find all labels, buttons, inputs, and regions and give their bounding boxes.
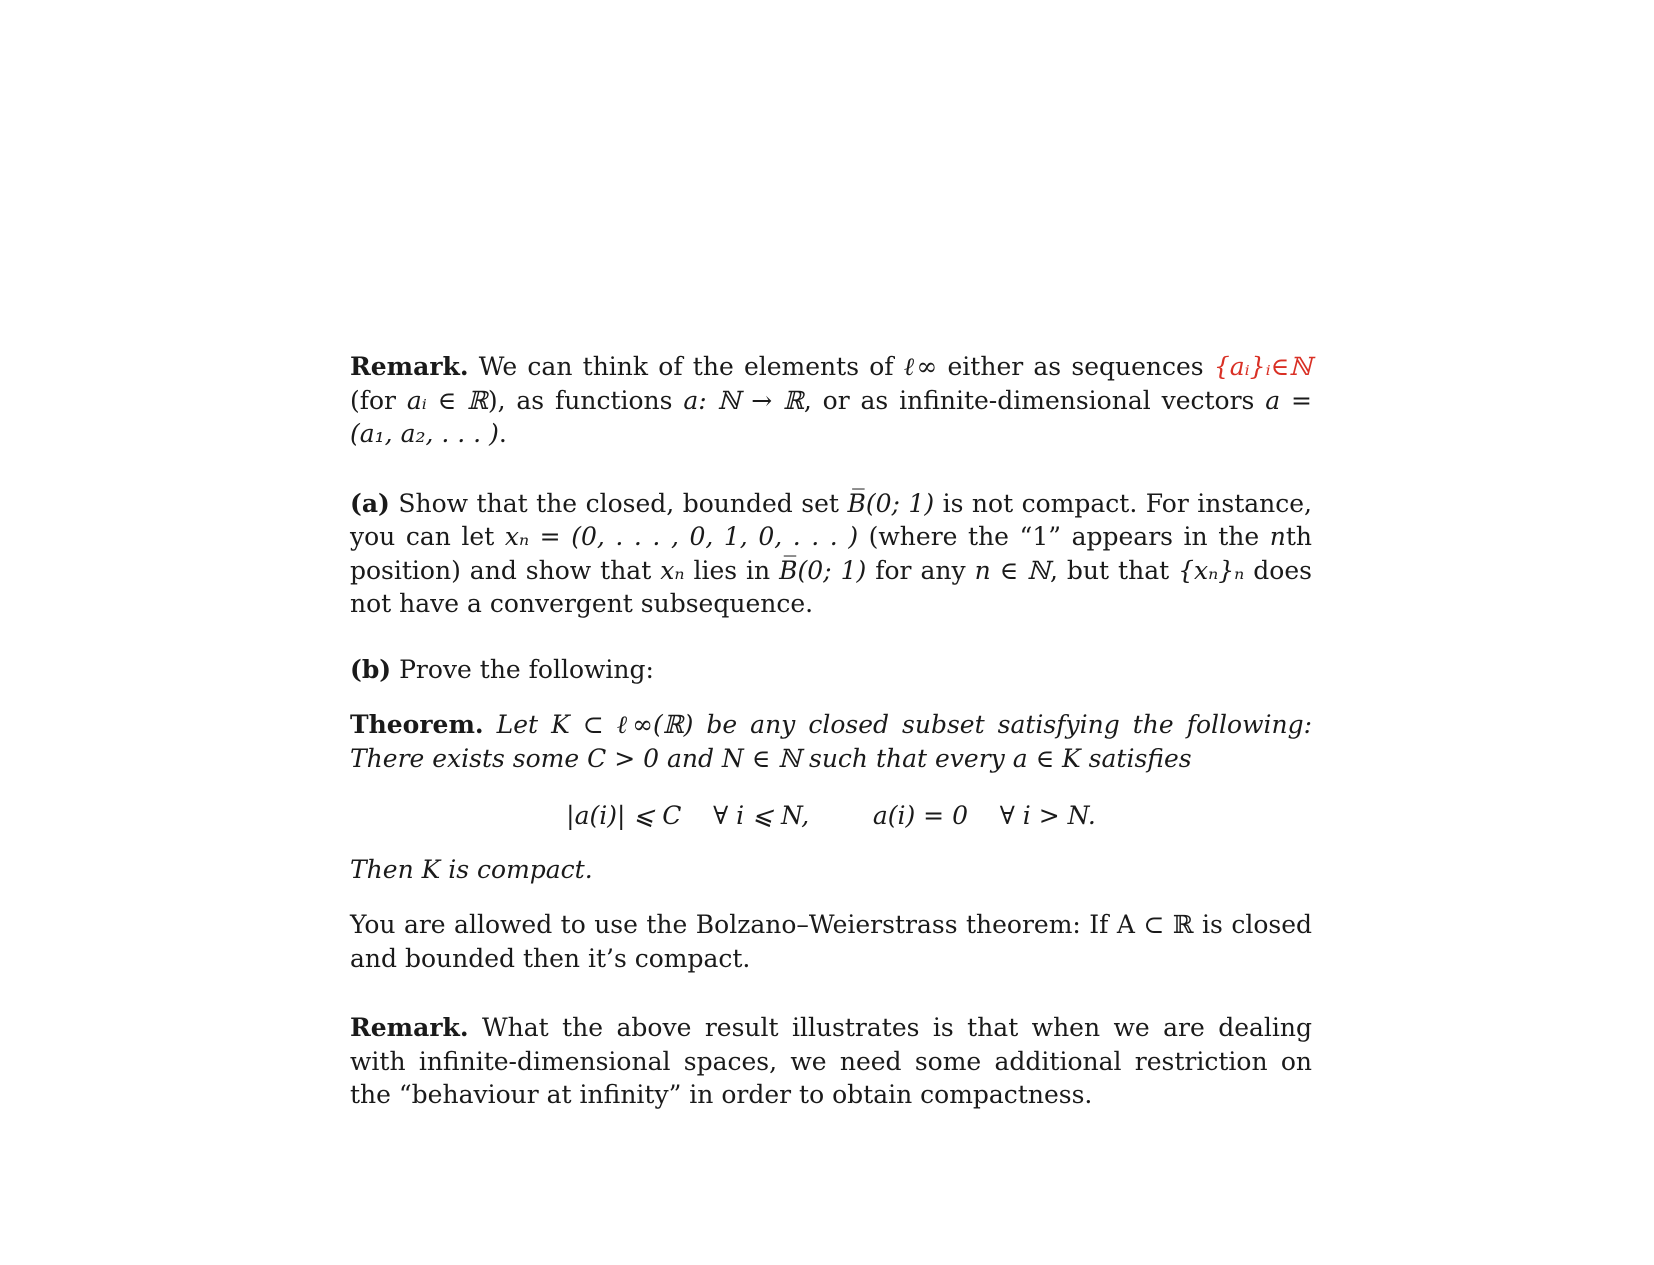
remark-label: Remark. (350, 352, 469, 381)
theorem-label: Theorem. (350, 710, 484, 739)
remark-intro: Remark. We can think of the elements of ℓ∞ either as sequences {aᵢ}ᵢ∈ℕ (for aᵢ ∈ ℝ), as functions a: ℕ → ℝ, or as infinite-dimensional vectors a = (a₁, a₂, . . . ). (350, 352, 1312, 448)
theorem (350, 708, 1312, 775)
hint-paragraph: You are allowed to use the Bolzano–Weierstrass theorem: If A ⊂ ℝ is closed and bounded then it’s compact. (350, 910, 1312, 973)
theorem-display-equation: |a(i)| ⩽ C ∀ i ⩽ N, a(i) = 0 ∀ i > N. (566, 801, 1096, 830)
remark-label-2: Remark. (350, 1013, 469, 1042)
part-b-label: (b) (350, 654, 392, 684)
part-a: (a) Show that the closed, bounded set B̅(0; 1) is not compact. For instance, you can let xₙ = (0, . . . , 0, 1, 0, . . . ) (where the “1” appears in the nth position) and show that xₙ lies in B̅(0; 1) for any n ∈ ℕ, but that {xₙ}ₙ does not have a convergent subsequence. (350, 488, 1313, 618)
theorem-conclusion: Then K is compact. (350, 854, 593, 884)
closed-ball: B̅(0; 1) (847, 488, 935, 518)
theorem-statement: Let K ⊂ ℓ∞(ℝ) be any closed subset satisfying the following: There exists some C > 0 and N ∈ ℕ such that every a ∈ K satisfies (350, 710, 1312, 773)
l-infinity: ℓ∞ (903, 352, 938, 381)
document-page (350, 350, 1312, 1112)
part-b: (b) Prove the following: (350, 654, 654, 684)
sequence-notation: {aᵢ}ᵢ∈ℕ (1213, 352, 1312, 381)
part-a-label: (a) (350, 488, 390, 518)
remark-closing: Remark. What the above result illustrates is that when we are dealing with infinite-dimensional spaces, we need some additional restriction on the “behaviour at infinity” in order to obtain compactness. (350, 1013, 1312, 1109)
